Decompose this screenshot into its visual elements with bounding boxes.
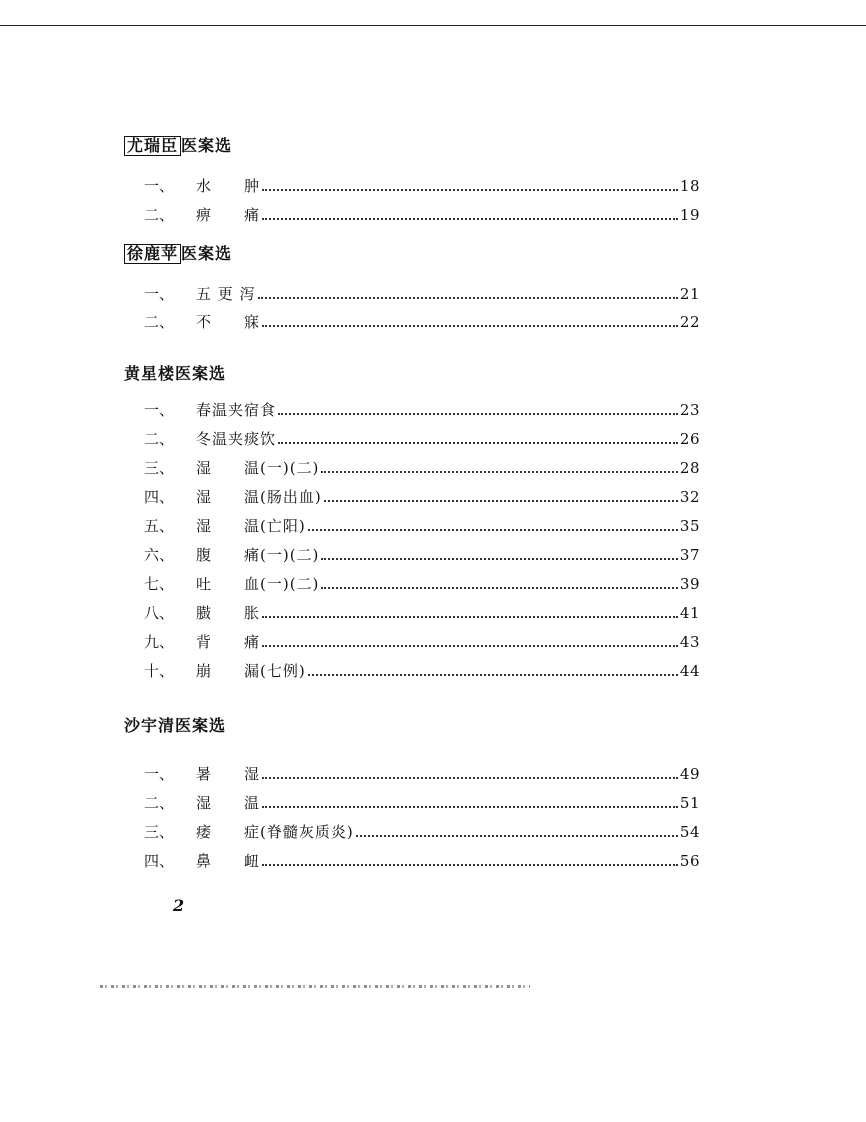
entry-number: 十、 xyxy=(144,662,175,680)
entry-topic: 水 肿 xyxy=(196,177,261,195)
entry-page: 22 xyxy=(679,313,700,331)
entry-number: 五、 xyxy=(144,517,175,535)
entry-topic: 鼻 衄 xyxy=(196,852,261,870)
toc-entry[interactable] xyxy=(144,821,700,843)
toc-entry[interactable] xyxy=(144,399,700,421)
entry-topic: 臌 胀 xyxy=(196,604,261,622)
entry-number: 四、 xyxy=(144,488,175,506)
entry-page: 49 xyxy=(679,765,700,783)
toc-entry[interactable] xyxy=(144,573,700,595)
entry-page: 43 xyxy=(679,633,700,651)
toc-entry[interactable] xyxy=(144,602,700,624)
dot-leader xyxy=(262,765,678,779)
entry-topic: 痿 症(脊髓灰质炎) xyxy=(196,823,354,841)
section-heading xyxy=(124,363,226,385)
entry-number: 二、 xyxy=(144,313,175,331)
toc-entry[interactable] xyxy=(144,204,700,226)
section-heading xyxy=(124,135,232,157)
dot-leader xyxy=(262,313,678,327)
entry-topic: 崩 漏(七例) xyxy=(196,662,306,680)
page-number: 2 xyxy=(173,896,185,915)
entry-number: 六、 xyxy=(144,546,175,564)
scan-artifact xyxy=(100,985,530,988)
dot-leader xyxy=(356,823,678,837)
entry-topic: 湿 温 xyxy=(196,794,261,812)
dot-leader xyxy=(321,546,677,560)
physician-name-boxed: 尤瑞臣 xyxy=(124,136,181,156)
dot-leader xyxy=(262,852,678,866)
section-suffix: 医案选 xyxy=(181,244,233,263)
entry-number: 一、 xyxy=(144,765,175,783)
toc-entry[interactable] xyxy=(144,660,700,682)
toc-entry[interactable] xyxy=(144,792,700,814)
entry-topic: 湿 温(亡阳) xyxy=(196,517,306,535)
entry-page: 35 xyxy=(679,517,700,535)
physician-name: 黄星楼 xyxy=(124,364,176,383)
dot-leader xyxy=(321,575,677,589)
entry-number: 二、 xyxy=(144,794,175,812)
entry-page: 18 xyxy=(679,177,700,195)
entry-number: 三、 xyxy=(144,459,175,477)
section-suffix: 医案选 xyxy=(175,364,227,383)
toc-entry[interactable] xyxy=(144,457,700,479)
entry-number: 九、 xyxy=(144,633,175,651)
toc-entry[interactable] xyxy=(144,544,700,566)
entry-number: 一、 xyxy=(144,285,175,303)
entry-page: 44 xyxy=(679,662,700,680)
section-suffix: 医案选 xyxy=(181,136,233,155)
entry-page: 19 xyxy=(679,206,700,224)
dot-leader xyxy=(262,794,678,808)
dot-leader xyxy=(262,604,678,618)
entry-page: 56 xyxy=(679,852,700,870)
toc-entry[interactable] xyxy=(144,486,700,508)
entry-page: 28 xyxy=(679,459,700,477)
entry-page: 51 xyxy=(679,794,700,812)
entry-number: 四、 xyxy=(144,852,175,870)
entry-topic: 背 痛 xyxy=(196,633,261,651)
entry-page: 54 xyxy=(679,823,700,841)
entry-number: 八、 xyxy=(144,604,175,622)
entry-page: 37 xyxy=(679,546,700,564)
physician-name: 沙宇清 xyxy=(124,716,176,735)
section-heading xyxy=(124,243,232,265)
toc-entry[interactable] xyxy=(144,763,700,785)
entry-number: 三、 xyxy=(144,823,175,841)
section-heading xyxy=(124,715,226,737)
dot-leader xyxy=(321,459,677,473)
entry-topic: 冬温夹痰饮 xyxy=(196,430,277,448)
toc-entry[interactable] xyxy=(144,428,700,450)
entry-page: 32 xyxy=(679,488,700,506)
entry-topic: 腹 痛(一)(二) xyxy=(196,546,320,564)
entry-number: 一、 xyxy=(144,177,175,195)
dot-leader xyxy=(278,430,678,444)
toc-entry[interactable] xyxy=(144,631,700,653)
section-suffix: 医案选 xyxy=(175,716,227,735)
entry-topic: 湿 温(一)(二) xyxy=(196,459,320,477)
entry-topic: 五 更 泻 xyxy=(196,285,256,303)
entry-page: 26 xyxy=(679,430,700,448)
entry-topic: 痹 痛 xyxy=(196,206,261,224)
dot-leader xyxy=(324,488,678,502)
entry-number: 一、 xyxy=(144,401,175,419)
top-rule xyxy=(0,25,866,26)
entry-number: 二、 xyxy=(144,206,175,224)
entry-topic: 吐 血(一)(二) xyxy=(196,575,320,593)
entry-topic: 暑 湿 xyxy=(196,765,261,783)
dot-leader xyxy=(308,662,678,676)
dot-leader xyxy=(258,285,678,299)
toc-entry[interactable] xyxy=(144,311,700,333)
toc-entry[interactable] xyxy=(144,283,700,305)
entry-number: 二、 xyxy=(144,430,175,448)
entry-page: 23 xyxy=(679,401,700,419)
dot-leader xyxy=(262,633,678,647)
entry-topic: 湿 温(肠出血) xyxy=(196,488,322,506)
entry-page: 21 xyxy=(679,285,700,303)
toc-entry[interactable] xyxy=(144,175,700,197)
dot-leader xyxy=(278,401,678,415)
dot-leader xyxy=(262,206,678,220)
dot-leader xyxy=(262,177,678,191)
entry-topic: 春温夹宿食 xyxy=(196,401,277,419)
entry-topic: 不 寐 xyxy=(196,313,261,331)
dot-leader xyxy=(308,517,678,531)
entry-page: 41 xyxy=(679,604,700,622)
entry-page: 39 xyxy=(679,575,700,593)
toc-entry[interactable] xyxy=(144,515,700,537)
entry-number: 七、 xyxy=(144,575,175,593)
physician-name-boxed: 徐鹿苹 xyxy=(124,244,181,264)
toc-entry[interactable] xyxy=(144,850,700,872)
